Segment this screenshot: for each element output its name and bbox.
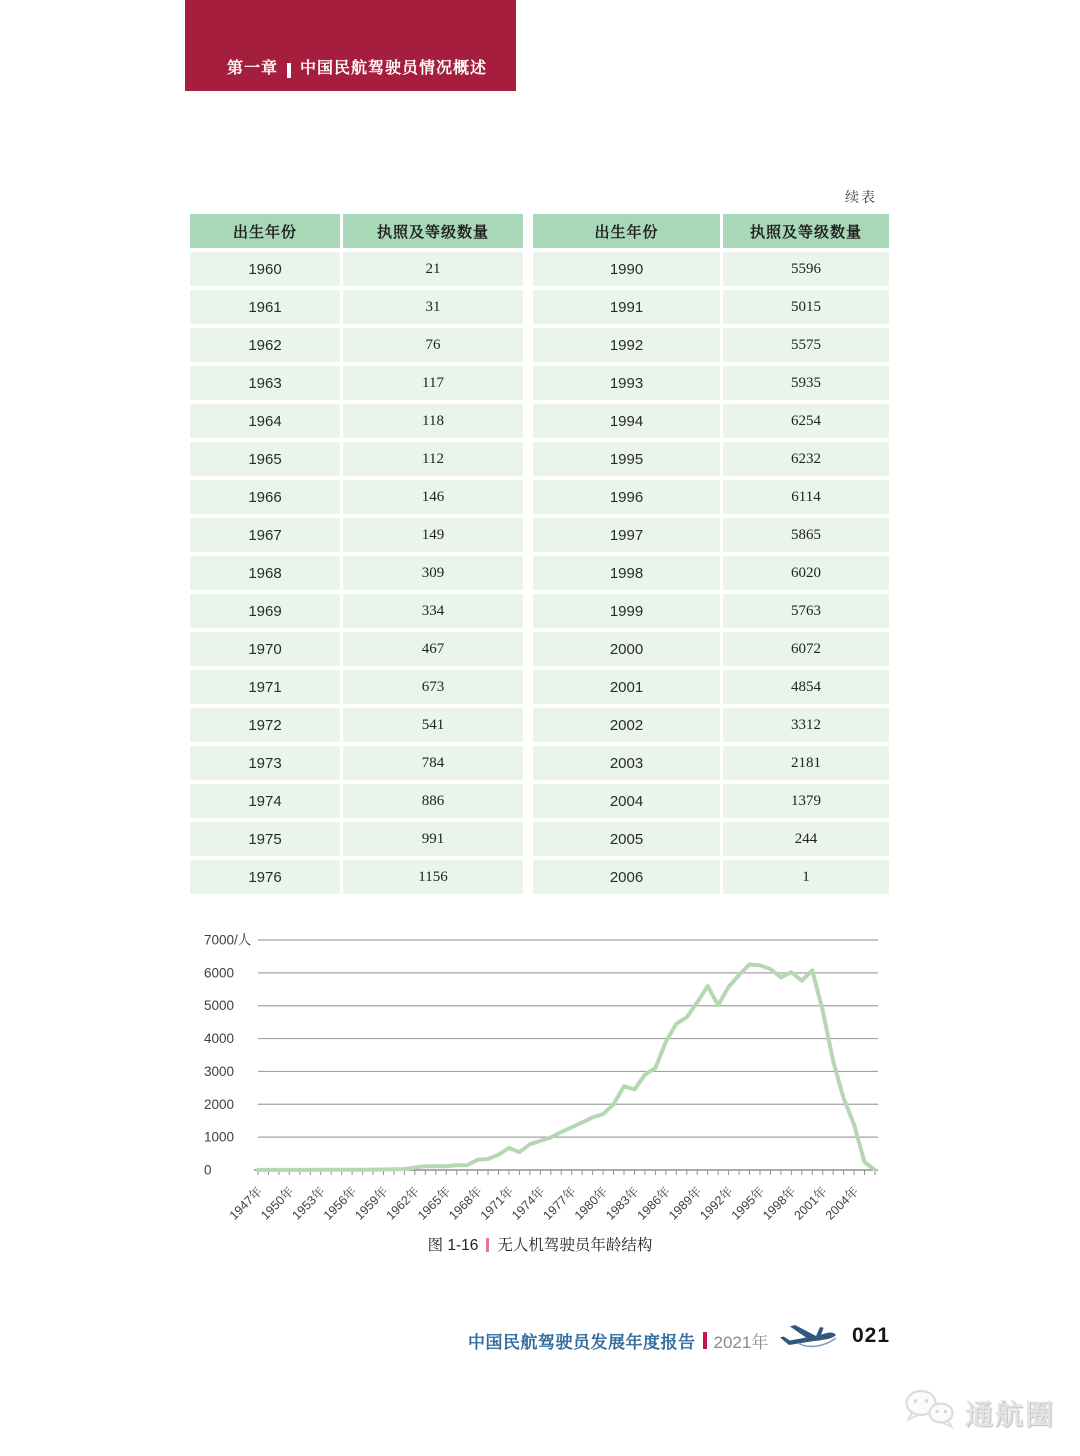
- birth-year-cell: 1999: [533, 594, 720, 628]
- x-axis-label: 1983年: [603, 1184, 642, 1223]
- birth-year-cell: 1971: [190, 670, 340, 704]
- x-axis-label: 1992年: [697, 1184, 736, 1223]
- license-count-cell: 5763: [723, 594, 889, 628]
- birth-year-cell: 2006: [533, 860, 720, 894]
- license-count-cell: 5935: [723, 366, 889, 400]
- x-axis-label: 1986年: [634, 1184, 673, 1223]
- license-count-cell: 334: [343, 594, 523, 628]
- birth-year-cell: 1991: [533, 290, 720, 324]
- table-row: [190, 746, 523, 780]
- birth-year-cell: 2000: [533, 632, 720, 666]
- birth-year-license-table: [187, 210, 892, 898]
- license-count-cell: 6114: [723, 480, 889, 514]
- y-axis-label: 5000: [204, 998, 235, 1014]
- license-count-cell: 467: [343, 632, 523, 666]
- license-count-cell: 1156: [343, 860, 523, 894]
- table-row: [533, 708, 889, 742]
- license-count-cell: 117: [343, 366, 523, 400]
- table-row: [190, 252, 523, 286]
- birth-year-cell: 1998: [533, 556, 720, 590]
- birth-year-cell: 1990: [533, 252, 720, 286]
- license-count-cell: 1379: [723, 784, 889, 818]
- report-title: 中国民航驾驶员发展年度报告: [468, 1332, 696, 1352]
- table-left-half: [187, 210, 526, 898]
- table-row: [533, 366, 889, 400]
- birth-year-cell: 1973: [190, 746, 340, 780]
- birth-year-cell: 1972: [190, 708, 340, 742]
- table-row: [190, 480, 523, 514]
- table-row: [533, 594, 889, 628]
- table-row: [190, 556, 523, 590]
- chapter-banner: [185, 0, 516, 91]
- table-row: [190, 860, 523, 894]
- y-axis-label: 0: [204, 1162, 212, 1178]
- birth-year-cell: 1975: [190, 822, 340, 856]
- birth-year-cell: 2002: [533, 708, 720, 742]
- table-row: [190, 290, 523, 324]
- birth-year-cell: 1965: [190, 442, 340, 476]
- license-count-cell: 6020: [723, 556, 889, 590]
- birth-year-cell: 1993: [533, 366, 720, 400]
- x-axis-label: 1968年: [446, 1184, 485, 1223]
- uav-pilot-age-chart: [190, 928, 890, 1230]
- table-row: [190, 442, 523, 476]
- x-axis-label: 1950年: [258, 1184, 297, 1223]
- table-row: [190, 708, 523, 742]
- license-count-cell: 309: [343, 556, 523, 590]
- birth-year-cell: 1997: [533, 518, 720, 552]
- table-row: [190, 366, 523, 400]
- figure-caption: [0, 1233, 1080, 1255]
- x-axis-label: 1956年: [320, 1184, 360, 1223]
- table-row: [533, 518, 889, 552]
- birth-year-cell: 1961: [190, 290, 340, 324]
- x-axis-label: 1959年: [352, 1184, 391, 1223]
- birth-year-cell: 2001: [533, 670, 720, 704]
- x-axis-label: 1995年: [728, 1184, 768, 1223]
- x-axis-label: 1998年: [760, 1184, 799, 1223]
- license-count-cell: 541: [343, 708, 523, 742]
- birth-year-cell: 1994: [533, 404, 720, 438]
- x-axis-label: 2001年: [791, 1184, 830, 1223]
- license-count-cell: 5015: [723, 290, 889, 324]
- table-row: [190, 822, 523, 856]
- birth-year-cell: 1970: [190, 632, 340, 666]
- license-count-cell: 673: [343, 670, 523, 704]
- license-count-cell: 244: [723, 822, 889, 856]
- y-axis-label: 4000: [204, 1031, 235, 1047]
- banner-separator: [287, 63, 291, 78]
- table-row: [533, 252, 889, 286]
- birth-year-cell: 2004: [533, 784, 720, 818]
- license-count-cell: 784: [343, 746, 523, 780]
- y-axis-label: 6000: [204, 965, 235, 981]
- license-count-cell: 5865: [723, 518, 889, 552]
- x-axis-label: 1980年: [571, 1184, 611, 1223]
- x-axis-label: 1962年: [383, 1184, 422, 1223]
- watermark: [902, 1388, 1055, 1437]
- x-axis-label: 2004年: [822, 1184, 862, 1223]
- table-row: [533, 670, 889, 704]
- license-count-cell: 1: [723, 860, 889, 894]
- y-axis-label: 3000: [204, 1063, 235, 1079]
- header-license-count: 执照及等级数量: [723, 214, 889, 248]
- birth-year-cell: 1964: [190, 404, 340, 438]
- table-right-half: [530, 210, 892, 898]
- birth-year-cell: 1968: [190, 556, 340, 590]
- header-birth-year: 出生年份: [533, 214, 720, 248]
- table-row: [533, 404, 889, 438]
- birth-year-cell: 1974: [190, 784, 340, 818]
- license-count-cell: 6254: [723, 404, 889, 438]
- table-row: [190, 632, 523, 666]
- x-axis-label: 1977年: [540, 1184, 579, 1223]
- x-axis-label: 1989年: [665, 1184, 705, 1223]
- header-birth-year: 出生年份: [190, 214, 340, 248]
- line-chart-svg: [190, 928, 890, 1230]
- table-row: [533, 480, 889, 514]
- table-row: [190, 518, 523, 552]
- license-count-cell: 3312: [723, 708, 889, 742]
- figure-label: 图 1-16: [427, 1237, 479, 1254]
- license-count-cell: 76: [343, 328, 523, 362]
- page-footer: [468, 1322, 840, 1358]
- table-row: [533, 784, 889, 818]
- birth-year-cell: 1962: [190, 328, 340, 362]
- table-row: [190, 594, 523, 628]
- y-axis-label: 2000: [204, 1096, 235, 1112]
- license-count-cell: 2181: [723, 746, 889, 780]
- birth-year-cell: 2003: [533, 746, 720, 780]
- caption-separator: [486, 1238, 489, 1252]
- table-row: [533, 746, 889, 780]
- table-row: [533, 860, 889, 894]
- chapter-number: 第一章: [227, 60, 279, 77]
- report-year: 2021年: [713, 1332, 769, 1352]
- license-count-cell: 118: [343, 404, 523, 438]
- license-count-cell: 886: [343, 784, 523, 818]
- license-count-cell: 6072: [723, 632, 889, 666]
- license-count-cell: 146: [343, 480, 523, 514]
- table-row: [190, 784, 523, 818]
- page-number: 021: [852, 1324, 891, 1347]
- x-axis-label: 1947年: [226, 1184, 266, 1223]
- birth-year-cell: 1963: [190, 366, 340, 400]
- table-row: [533, 290, 889, 324]
- table-row: [533, 822, 889, 856]
- birth-year-cell: 1996: [533, 480, 720, 514]
- header-license-count: 执照及等级数量: [343, 214, 523, 248]
- age-structure-line: [258, 965, 875, 1171]
- license-count-cell: 991: [343, 822, 523, 856]
- license-count-cell: 5575: [723, 328, 889, 362]
- airplane-icon: [778, 1322, 840, 1358]
- x-axis-label: 1965年: [414, 1184, 454, 1223]
- table-row: [533, 556, 889, 590]
- figure-title: 无人机驾驶员年龄结构: [497, 1237, 653, 1254]
- y-axis-label: 7000/人: [204, 932, 252, 948]
- x-axis-label: 1974年: [509, 1184, 548, 1223]
- birth-year-cell: 1966: [190, 480, 340, 514]
- x-axis-label: 1971年: [477, 1184, 517, 1223]
- license-count-cell: 31: [343, 290, 523, 324]
- table-row: [190, 670, 523, 704]
- table-row: [533, 442, 889, 476]
- birth-year-cell: 1995: [533, 442, 720, 476]
- table-row: [533, 632, 889, 666]
- license-count-cell: 112: [343, 442, 523, 476]
- watermark-text: 通航圈: [965, 1398, 1056, 1430]
- footer-separator: [703, 1332, 707, 1349]
- birth-year-cell: 1976: [190, 860, 340, 894]
- table-row: [533, 328, 889, 362]
- birth-year-cell: 2005: [533, 822, 720, 856]
- table-row: [190, 328, 523, 362]
- continued-table-note: 续表: [845, 189, 877, 205]
- birth-year-cell: 1992: [533, 328, 720, 362]
- table-header-row: [190, 214, 523, 248]
- birth-year-cell: 1960: [190, 252, 340, 286]
- license-count-cell: 6232: [723, 442, 889, 476]
- birth-year-cell: 1969: [190, 594, 340, 628]
- wechat-icon: [902, 1388, 958, 1437]
- license-count-cell: 21: [343, 252, 523, 286]
- table-header-row: [533, 214, 889, 248]
- birth-year-cell: 1967: [190, 518, 340, 552]
- chapter-title: 中国民航驾驶员情况概述: [300, 60, 488, 77]
- table-row: [190, 404, 523, 438]
- license-count-cell: 149: [343, 518, 523, 552]
- x-axis-label: 1953年: [289, 1184, 328, 1223]
- license-count-cell: 4854: [723, 670, 889, 704]
- license-count-cell: 5596: [723, 252, 889, 286]
- y-axis-label: 1000: [204, 1129, 235, 1145]
